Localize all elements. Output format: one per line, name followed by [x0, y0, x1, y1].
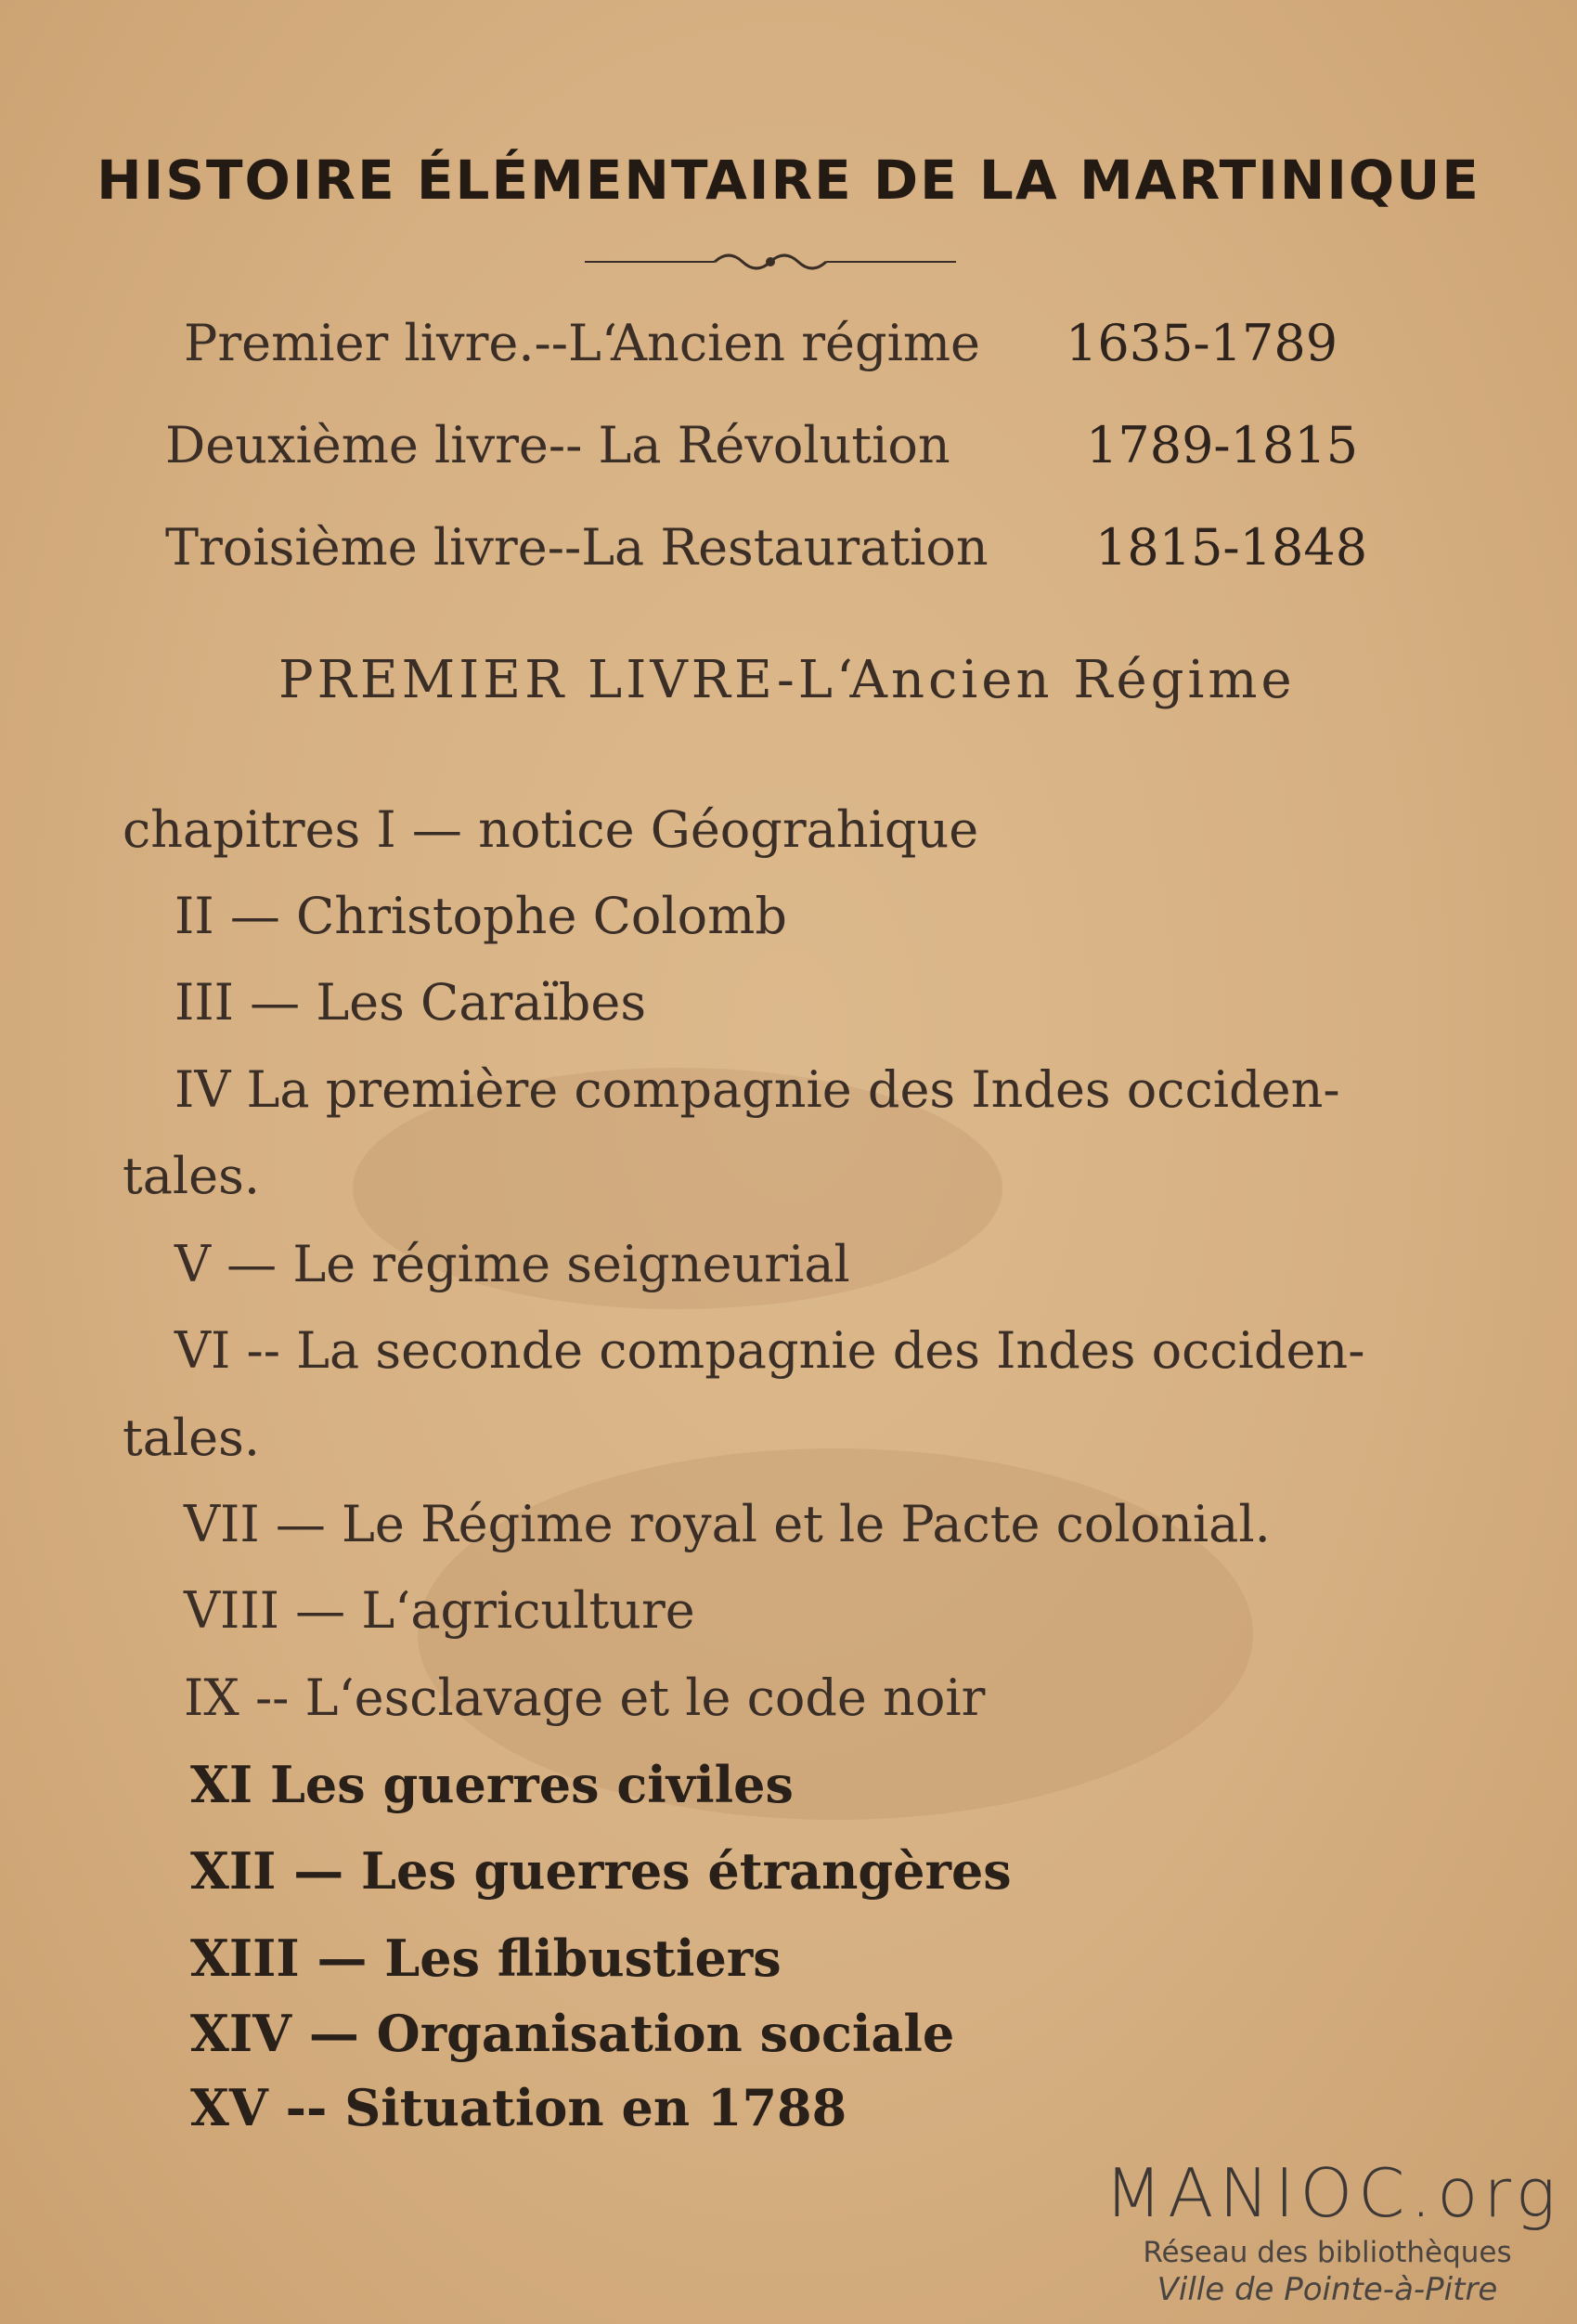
ornament-divider [575, 243, 965, 280]
book-3-label: Troisième livre--La Restauration [165, 518, 989, 577]
manioc-logo [1105, 2154, 1561, 2308]
chapter-line: VI -- La seconde compagnie des Indes occiden- [175, 1321, 1365, 1380]
book-1-label: Premier livre.--L‘Ancien régime [184, 314, 981, 372]
chapter-line: XI Les guerres civiles [190, 1755, 794, 1814]
book-2-dates: 1789-1815 [1086, 416, 1359, 474]
book-2-label: Deuxième livre-- La Révolution [165, 416, 950, 474]
logo-line-1: Réseau des bibliothèques [1143, 2236, 1512, 2269]
chapter-line: tales. [123, 1409, 260, 1467]
logo-name: MANIOC.org [1105, 2154, 1561, 2232]
document-title: HISTOIRE ÉLÉMENTAIRE DE LA MARTINIQUE [97, 149, 1480, 212]
chapter-line: II — Christophe Colomb [175, 887, 787, 945]
chapter-line: chapitres I — notice Géograhique [123, 800, 979, 859]
book-1-dates: 1635-1789 [1066, 314, 1338, 372]
chapter-line: XV -- Situation en 1788 [190, 2078, 847, 2137]
chapter-line: VIII — L‘agriculture [184, 1581, 695, 1640]
chapter-line: III — Les Caraïbes [175, 973, 647, 1032]
section-heading: PREMIER LIVRE-L‘Ancien Régime [278, 650, 1296, 710]
logo-line-2: Ville de Pointe-à-Pitre [1157, 2271, 1498, 2308]
chapter-line: tales. [123, 1147, 260, 1205]
chapter-line: IX -- L‘esclavage et le code noir [184, 1668, 986, 1727]
chapter-line: XIII — Les flibustiers [190, 1928, 782, 1988]
book-3-dates: 1815-1848 [1095, 518, 1368, 577]
chapter-line: XII — Les guerres étrangères [190, 1841, 1012, 1901]
chapter-line: V — Le régime seigneurial [175, 1235, 850, 1293]
chapter-line: VII — Le Régime royal et le Pacte colonial. [184, 1495, 1271, 1553]
chapter-line: IV La première compagnie des Indes occiden- [175, 1060, 1340, 1119]
chapter-line: XIV — Organisation sociale [190, 2004, 955, 2063]
